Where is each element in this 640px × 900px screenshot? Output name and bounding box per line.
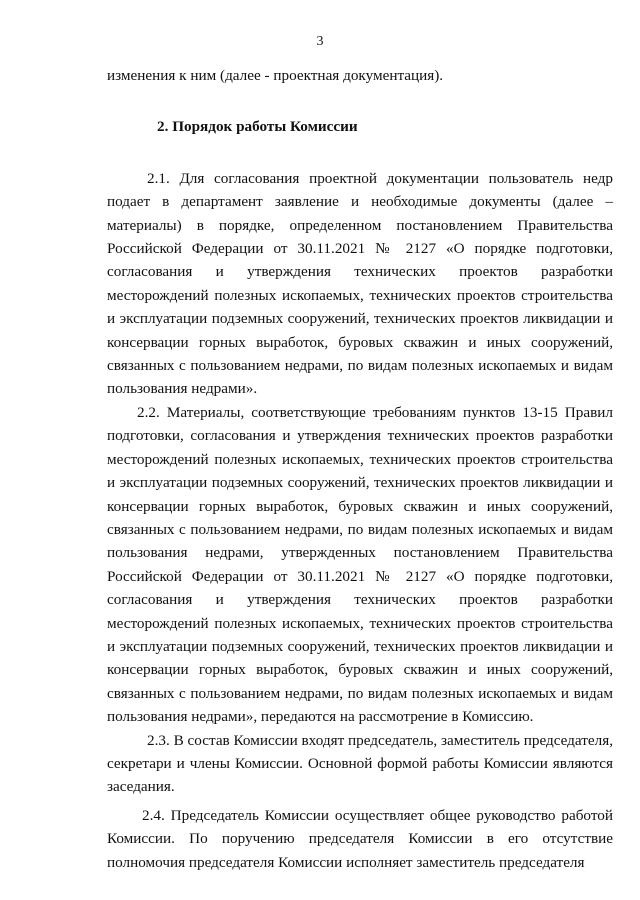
page-number: 3 [316, 34, 324, 49]
document-body [107, 64, 613, 874]
paragraph-2-1: 2.1. Для согласования проектной документации пользователь недр подает в департамент заявление и необходимые документы (далее – материалы) в порядке, определенном постановлением Правительства Российской Федерации от 30.11.2021 № 2127 «О порядке подготовки, согласования и утверждения технических проектов разработки месторождений полезных ископаемых, технических проектов строительства и эксплуатации подземных сооружений, технических проектов ликвидации и консервации горных выработок, буровых скважин и иных сооружений, связанных с пользованием недрами, по видам полезных ископаемых и видам пользования недрами». [107, 169, 613, 398]
paragraph-2-2: 2.2. Материалы, соответствующие требованиям пунктов 13-15 Правил подготовки, согласования и утверждения технических проектов разработки месторождений полезных ископаемых, технических проектов строительства и эксплуатации подземных сооружений, технических проектов ликвидации и консервации горных выработок, буровых скважин и иных сооружений, связанных с пользованием недрами, по видам полезных ископаемых и видам пользования недрами, утвержденных постановлением Правительства Российской Федерации от 30.11.2021 № 2127 «О порядке подготовки, согласования и утверждения технических проектов разработки месторождений полезных ископаемых, технических проектов строительства и эксплуатации подземных сооружений, технических проектов ликвидации и консервации горных выработок, буровых скважин и иных сооружений, связанных с пользованием недрами, по видам полезных ископаемых и видам пользования недрами», передаются на рассмотрение в Комиссию. [107, 403, 613, 726]
paragraph-2-4: 2.4. Председатель Комиссии осуществляет общее руководство работой Комиссии. По поручению председателя Комиссии в его отсутствие полномочия председателя Комиссии исполняет заместитель председателя [107, 806, 613, 871]
paragraph-2-3: 2.3. В состав Комиссии входят председатель, заместитель председателя, секретари и члены Комиссии. Основной формой работы Комиссии являются заседания. [107, 731, 613, 796]
section-heading: 2. Порядок работы Комиссии [157, 118, 358, 136]
intro-line: изменения к ним (далее - проектная документация). [107, 67, 444, 84]
